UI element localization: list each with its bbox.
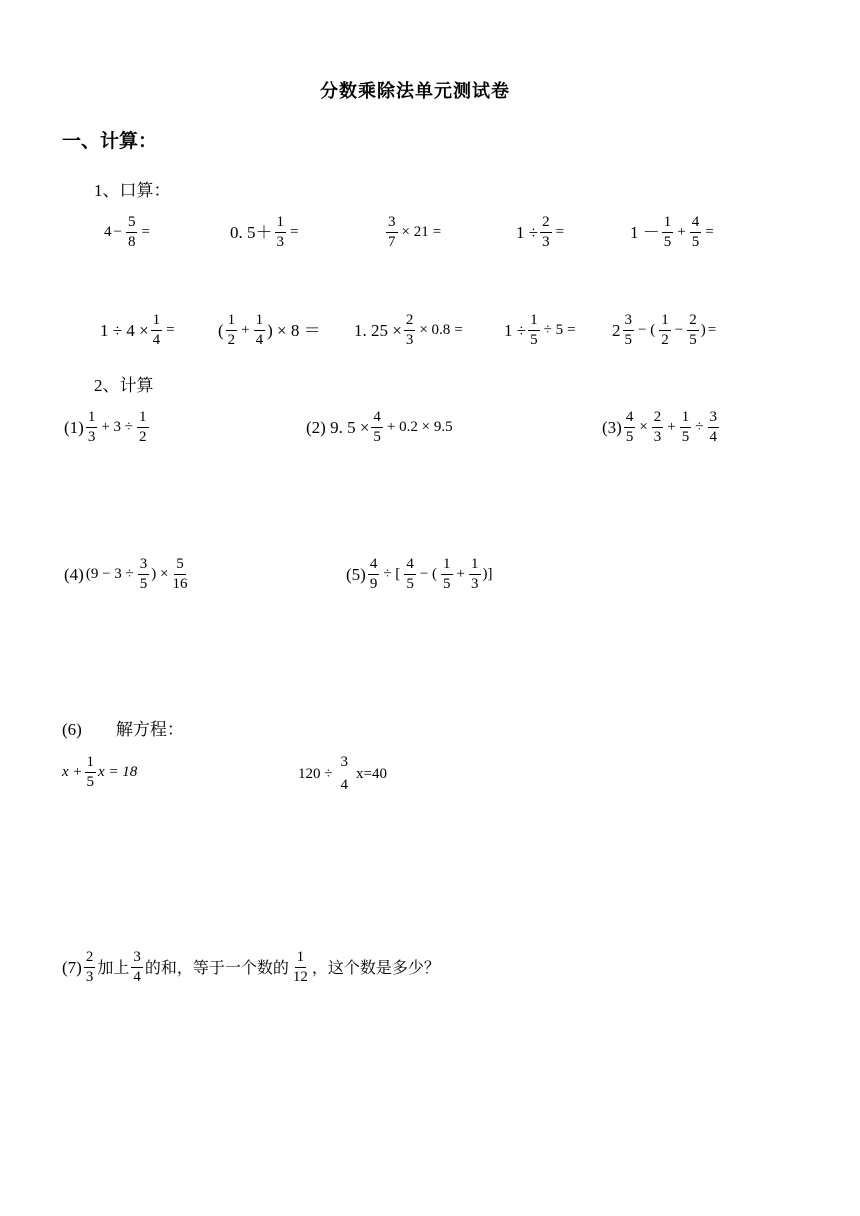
fraction xyxy=(226,313,238,348)
whole-number: 2 xyxy=(612,321,621,340)
expression-lead: (2) 9. 5 × xyxy=(306,418,370,437)
denominator: 16 xyxy=(172,576,188,592)
denominator: 4 xyxy=(152,332,161,348)
fraction xyxy=(662,215,674,250)
numerator: 3 xyxy=(623,313,635,331)
denominator: 5 xyxy=(689,332,697,348)
fraction xyxy=(254,313,266,348)
fraction xyxy=(624,410,636,445)
denominator: 5 xyxy=(443,576,451,592)
numerator: 1 xyxy=(137,410,149,428)
close-bracket: )] xyxy=(482,566,493,582)
numerator: 1 xyxy=(226,313,238,331)
denominator: 5 xyxy=(624,332,632,348)
fraction xyxy=(151,313,163,348)
fraction xyxy=(540,215,552,250)
denominator: 5 xyxy=(86,774,95,790)
denominator: 3 xyxy=(542,234,550,250)
numerator: 1 xyxy=(659,313,671,331)
equals-sign: = xyxy=(432,224,442,240)
denominator: 5 xyxy=(663,234,672,250)
operator: + xyxy=(677,224,686,240)
numerator: 1 xyxy=(275,215,287,233)
oral-problem-2-2 xyxy=(218,313,321,348)
denominator: 2 xyxy=(227,332,236,348)
expression-tail: × 0.8 xyxy=(419,322,451,338)
fraction xyxy=(708,410,720,445)
fraction xyxy=(84,950,96,985)
denominator: 5 xyxy=(625,429,634,445)
fraction xyxy=(85,755,97,790)
equation-1 xyxy=(62,755,137,790)
equals-sign: = xyxy=(707,322,717,338)
numerator: 1 xyxy=(295,950,307,968)
denominator: 5 xyxy=(691,234,700,250)
operator: + xyxy=(667,419,676,435)
fraction xyxy=(338,755,350,793)
operator: + xyxy=(241,322,250,338)
denominator: 5 xyxy=(139,576,148,592)
numerator: 1 xyxy=(85,755,97,773)
equals-sign: = xyxy=(567,322,576,338)
numerator: 1 xyxy=(662,215,674,233)
oral-problem-2-5 xyxy=(612,313,718,348)
problem-number: (5) xyxy=(346,565,366,584)
problem-number: (4) xyxy=(64,565,84,584)
numerator: 4 xyxy=(368,557,380,575)
numerator: 3 xyxy=(131,950,143,968)
calc-problem-1 xyxy=(64,410,151,445)
denominator: 4 xyxy=(133,969,141,985)
operator: − ( xyxy=(638,322,656,338)
denominator: 5 xyxy=(406,576,414,592)
fraction xyxy=(275,215,287,250)
calc-problem-2 xyxy=(306,410,455,445)
expression-lead: 1 － xyxy=(630,223,660,242)
problem-number: (1) xyxy=(64,418,84,437)
expression-tail: x = 18 xyxy=(98,764,138,780)
word-problem xyxy=(62,950,440,985)
equals-sign: = xyxy=(166,322,175,338)
numerator: 1 xyxy=(528,313,540,331)
denominator: 2 xyxy=(661,332,669,348)
fraction xyxy=(386,215,398,250)
expression-middle: + 3 ÷ xyxy=(101,419,134,435)
page-title: 分数乘除法单元测试卷 xyxy=(320,81,510,101)
denominator: 2 xyxy=(139,429,147,445)
problem-text: 加上 xyxy=(97,957,130,977)
denominator: 3 xyxy=(276,234,284,250)
expression-tail: + 0.2 × 9.5 xyxy=(386,419,453,435)
equals-sign: = xyxy=(705,224,714,240)
expression-lead: 120 ÷ xyxy=(298,765,333,782)
denominator: 4 xyxy=(340,777,348,793)
oral-problem-1-1 xyxy=(104,215,152,250)
expression-lead: (9 − 3 ÷ xyxy=(85,566,134,582)
fraction xyxy=(404,557,416,592)
expression-lead: 1 ÷ 4 × xyxy=(100,321,149,340)
oral-problem-1-4 xyxy=(516,215,566,250)
fraction xyxy=(659,313,671,348)
numerator: 2 xyxy=(652,410,664,428)
denominator: 9 xyxy=(369,576,378,592)
oral-problem-1-3 xyxy=(384,215,443,250)
expression-lead: 0. 5＋ xyxy=(230,223,273,242)
numerator: 3 xyxy=(708,410,720,428)
expression-middle: ) × xyxy=(151,566,169,582)
calc-problem-5 xyxy=(346,557,493,592)
expression-tail: ) × 8 ＝ xyxy=(267,321,321,340)
numerator: 4 xyxy=(690,215,702,233)
denominator: 5 xyxy=(681,429,690,445)
operator: + xyxy=(456,566,465,582)
numerator: 2 xyxy=(84,950,96,968)
denominator: 4 xyxy=(709,429,717,445)
equals-sign: = xyxy=(141,224,150,240)
numerator: 4 xyxy=(371,410,383,428)
fraction xyxy=(404,313,416,348)
expression-middle: − ( xyxy=(419,566,438,582)
denominator: 4 xyxy=(255,332,264,348)
part2-label: 2、计算 xyxy=(94,376,154,395)
problem-number: (7) xyxy=(62,958,82,977)
fraction xyxy=(131,950,143,985)
denominator: 5 xyxy=(373,429,381,445)
denominator: 3 xyxy=(653,429,662,445)
expression-tail: x=40 xyxy=(355,765,387,782)
problem-text: ，这个数是多少？ xyxy=(311,957,440,977)
calc-problem-3 xyxy=(602,410,721,445)
numerator: 2 xyxy=(404,313,416,331)
equations-label: (6) 解方程： xyxy=(62,720,184,739)
close-paren: ) xyxy=(700,322,706,338)
fraction xyxy=(291,950,310,985)
expression-tail: ÷ 5 xyxy=(543,322,564,338)
operator: ÷ xyxy=(695,419,704,435)
fraction xyxy=(652,410,664,445)
denominator: 5 xyxy=(530,332,538,348)
fraction xyxy=(170,557,189,592)
expression-lead: 1. 25 × xyxy=(354,321,402,340)
denominator: 12 xyxy=(292,969,308,985)
oral-problem-1-5 xyxy=(630,215,716,250)
numerator: 3 xyxy=(340,754,348,770)
numerator: 1 xyxy=(680,410,692,428)
fraction xyxy=(138,557,150,592)
oral-problem-2-3 xyxy=(354,313,465,348)
numerator: 1 xyxy=(151,313,163,331)
fraction xyxy=(528,313,540,348)
numerator: 3 xyxy=(386,215,398,233)
numerator: 1 xyxy=(441,557,453,575)
fraction xyxy=(137,410,149,445)
denominator: 3 xyxy=(87,429,96,445)
expression-lead: 1 ÷ xyxy=(516,223,539,242)
equals-sign: = xyxy=(555,224,565,240)
expression-middle: ÷ [ xyxy=(383,566,401,582)
expression-tail: × 21 xyxy=(401,224,429,240)
operator: − xyxy=(674,322,684,338)
fraction xyxy=(86,410,98,445)
denominator: 3 xyxy=(85,969,94,985)
part1-label: 1、口算： xyxy=(94,181,171,200)
denominator: 3 xyxy=(405,332,414,348)
expression-lead: 1 ÷ xyxy=(504,321,527,340)
operator: × xyxy=(639,419,648,435)
denominator: 3 xyxy=(471,576,479,592)
fraction xyxy=(371,410,383,445)
numerator: 2 xyxy=(540,215,552,233)
fraction xyxy=(441,557,453,592)
equals-sign: = xyxy=(290,224,299,240)
oral-problem-1-2 xyxy=(230,215,300,250)
fraction xyxy=(623,313,635,348)
oral-problem-2-1 xyxy=(100,313,177,348)
numerator: 4 xyxy=(404,557,416,575)
whole-number: 4 xyxy=(104,224,112,240)
fraction xyxy=(687,313,699,348)
fraction xyxy=(126,215,138,250)
fraction xyxy=(469,557,481,592)
problem-text: 的和，等于一个数的 xyxy=(144,957,289,977)
expression-lead: x + xyxy=(62,764,83,780)
problem-number: (3) xyxy=(602,418,622,437)
calc-problem-4 xyxy=(64,557,191,592)
numerator: 3 xyxy=(138,557,150,575)
oral-problem-2-4 xyxy=(504,313,578,348)
fraction xyxy=(680,410,692,445)
numerator: 1 xyxy=(254,313,266,331)
denominator: 7 xyxy=(388,234,396,250)
equals-sign: = xyxy=(454,322,463,338)
fraction xyxy=(690,215,702,250)
numerator: 2 xyxy=(687,313,699,331)
open-paren: ( xyxy=(218,321,224,340)
numerator: 1 xyxy=(469,557,481,575)
numerator: 4 xyxy=(624,410,636,428)
section-heading: 一、计算： xyxy=(62,131,158,152)
numerator: 5 xyxy=(174,557,186,575)
operator: − xyxy=(113,224,122,240)
fraction xyxy=(368,557,380,592)
numerator: 5 xyxy=(126,215,138,233)
numerator: 1 xyxy=(86,410,98,428)
denominator: 8 xyxy=(127,234,136,250)
equation-2 xyxy=(298,755,387,793)
